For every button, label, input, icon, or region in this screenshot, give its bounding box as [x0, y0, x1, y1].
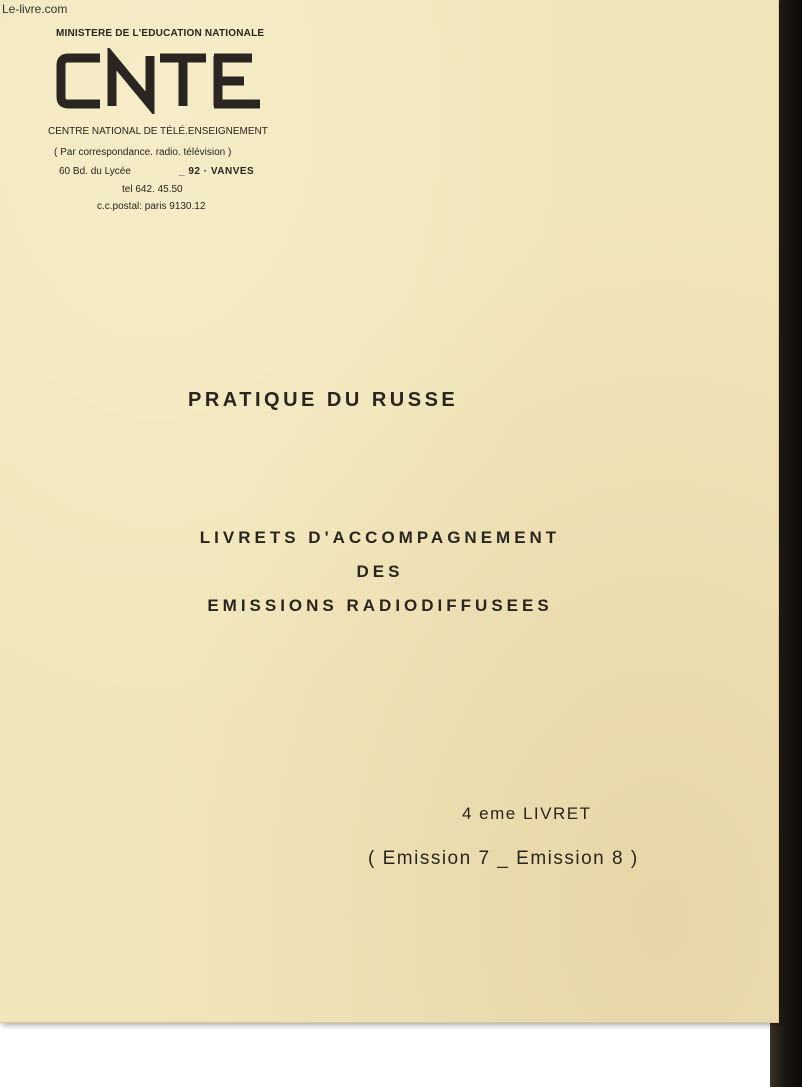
watermark: Le-livre.com: [2, 2, 68, 16]
centre-name: CENTRE NATIONAL DE TÉLÉ.ENSEIGNEMENT: [48, 126, 268, 137]
address-street: 60 Bd. du Lycée: [59, 166, 131, 177]
ministry-name: MINISTERE DE L'EDUCATION NATIONALE: [56, 28, 265, 39]
emissions-range: ( Emission 7 _ Emission 8 ): [368, 848, 639, 869]
volume-number: 4 eme LIVRET: [462, 804, 592, 823]
subtitle-line-2: DES: [356, 562, 404, 581]
cnte-logo: [56, 48, 262, 114]
subtitle-line-1: LIVRETS D'ACCOMPAGNEMENT: [199, 528, 561, 547]
address-city: _ 92 · VANVES: [179, 166, 255, 177]
subtitle-line-3: EMISSIONS RADIODIFFUSEES: [207, 596, 553, 615]
telephone: tel 642. 45.50: [122, 184, 183, 195]
correspondance-line: ( Par correspondance. radio. télévision ): [54, 147, 232, 158]
book-title: PRATIQUE DU RUSSE: [188, 389, 459, 411]
postal-account: c.c.postal: paris 9130.12: [97, 201, 206, 212]
